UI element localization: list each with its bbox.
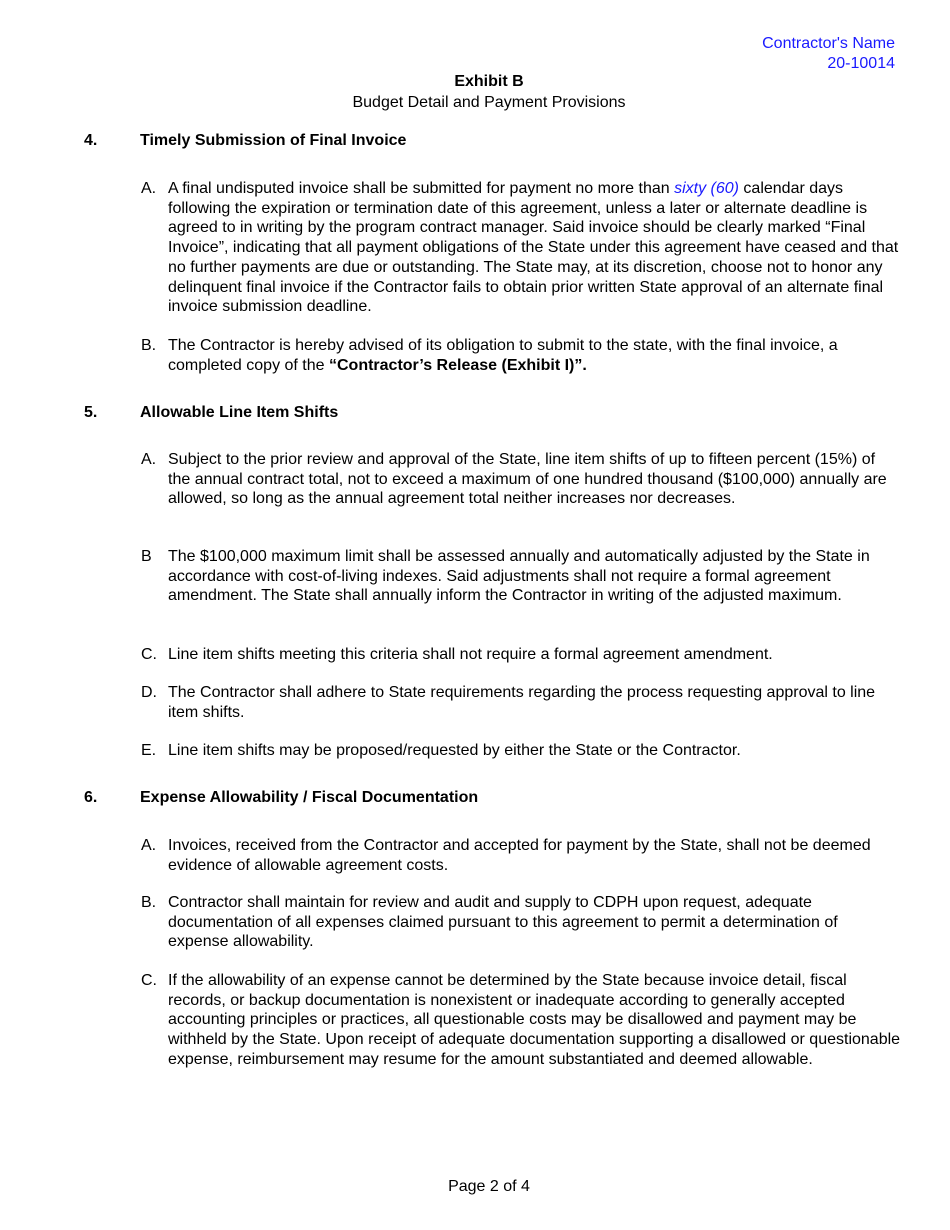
item-letter: C. bbox=[141, 646, 157, 663]
item-letter: A. bbox=[141, 451, 157, 468]
item-text: Line item shifts may be proposed/requested by either the State or the Contractor. bbox=[168, 742, 741, 759]
item-letter: B. bbox=[141, 337, 157, 354]
release-reference: “Contractor’s Release (Exhibit I)”. bbox=[328, 356, 587, 374]
item-text: A final undisputed invoice shall be submitted for payment no more than sixty (60) calendar days following the expiration or termination date of this agreement, unless a later or alternate deadline is agreed to in writing by the program contract manager. Said invoice should be clearly marked “Final Invoice”, indicating that all payment obligations of the State under this agreement have ceased and that no further payments are due or outstanding. The State may, at its discretion, choose not to honor any delinquent final invoice if the Contractor fails to obtain prior written State approval of an alternate final invoice submission deadline. bbox=[168, 180, 899, 316]
section-6-item-a bbox=[141, 836, 901, 875]
section-4-item-b bbox=[141, 336, 901, 375]
section-4-item-a bbox=[141, 179, 901, 317]
section-number: 6. bbox=[84, 789, 98, 806]
section-5-item-e bbox=[141, 741, 901, 761]
section-5-item-a bbox=[141, 450, 901, 509]
item-text: Contractor shall maintain for review and audit and supply to CDPH upon request, adequate documentation of all expenses claimed pursuant to this agreement to permit a determination of expense allowability. bbox=[168, 894, 838, 951]
contractor-header bbox=[762, 34, 895, 74]
item-text: If the allowability of an expense cannot be determined by the State because invoice detail, fiscal records, or backup documentation is nonexistent or inadequate according to generally accepted accounting principles or practices, all questionable costs may be disallowed and payment may be withheld by the State. Upon receipt of adequate documentation supporting a disallowed or questionable expense, reimbursement may resume for the amount substantiated and deemed allowable. bbox=[168, 972, 901, 1068]
item-letter: B bbox=[141, 548, 152, 565]
section-title: Allowable Line Item Shifts bbox=[140, 404, 339, 421]
section-4-heading bbox=[84, 131, 406, 151]
exhibit-subtitle: Budget Detail and Payment Provisions bbox=[352, 94, 626, 111]
section-5-item-b bbox=[141, 547, 901, 606]
item-text: Line item shifts meeting this criteria shall not require a formal agreement amendment. bbox=[168, 646, 773, 663]
section-6-heading bbox=[84, 788, 478, 808]
contract-number: 20-10014 bbox=[827, 55, 895, 72]
section-6-item-c bbox=[141, 971, 901, 1070]
section-5-item-c bbox=[141, 645, 901, 665]
section-number: 5. bbox=[84, 404, 98, 421]
item-letter: C. bbox=[141, 972, 157, 989]
section-number: 4. bbox=[84, 132, 98, 149]
item-text: Subject to the prior review and approval of the State, line item shifts of up to fifteen percent (15%) of the annual contract total, not to exceed a maximum of one hundred thousand ($100,000) annually are allowed, so long as the annual agreement total neither increases nor decreases. bbox=[168, 451, 887, 508]
item-text: The Contractor is hereby advised of its obligation to submit to the state, with the final invoice, a completed copy of the “Contractor’s Release (Exhibit I)”. bbox=[168, 337, 838, 374]
section-6-item-b bbox=[141, 893, 901, 952]
item-text: Invoices, received from the Contractor and accepted for payment by the State, shall not be deemed evidence of allowable agreement costs. bbox=[168, 837, 871, 874]
item-text: The Contractor shall adhere to State requirements regarding the process requesting approval to line item shifts. bbox=[168, 684, 876, 721]
section-5-heading bbox=[84, 403, 338, 423]
item-letter: D. bbox=[141, 684, 157, 701]
item-text: The $100,000 maximum limit shall be assessed annually and automatically adjusted by the State in accordance with cost-of-living indexes. Said adjustments shall not require a formal agreement amendment. The State shall annually inform the Contractor in writing of the adjusted maximum. bbox=[168, 548, 870, 605]
exhibit-title: Exhibit B bbox=[454, 73, 524, 90]
section-title: Timely Submission of Final Invoice bbox=[140, 132, 407, 149]
section-title: Expense Allowability / Fiscal Documentation bbox=[140, 789, 479, 806]
item-letter: A. bbox=[141, 837, 157, 854]
item-letter: A. bbox=[141, 180, 157, 197]
contractor-name: Contractor's Name bbox=[762, 35, 895, 52]
item-letter: E. bbox=[141, 742, 157, 759]
item-letter: B. bbox=[141, 894, 157, 911]
deadline-highlight: sixty (60) bbox=[674, 180, 739, 197]
page-number: Page 2 of 4 bbox=[448, 1178, 530, 1195]
section-5-item-d bbox=[141, 683, 901, 722]
